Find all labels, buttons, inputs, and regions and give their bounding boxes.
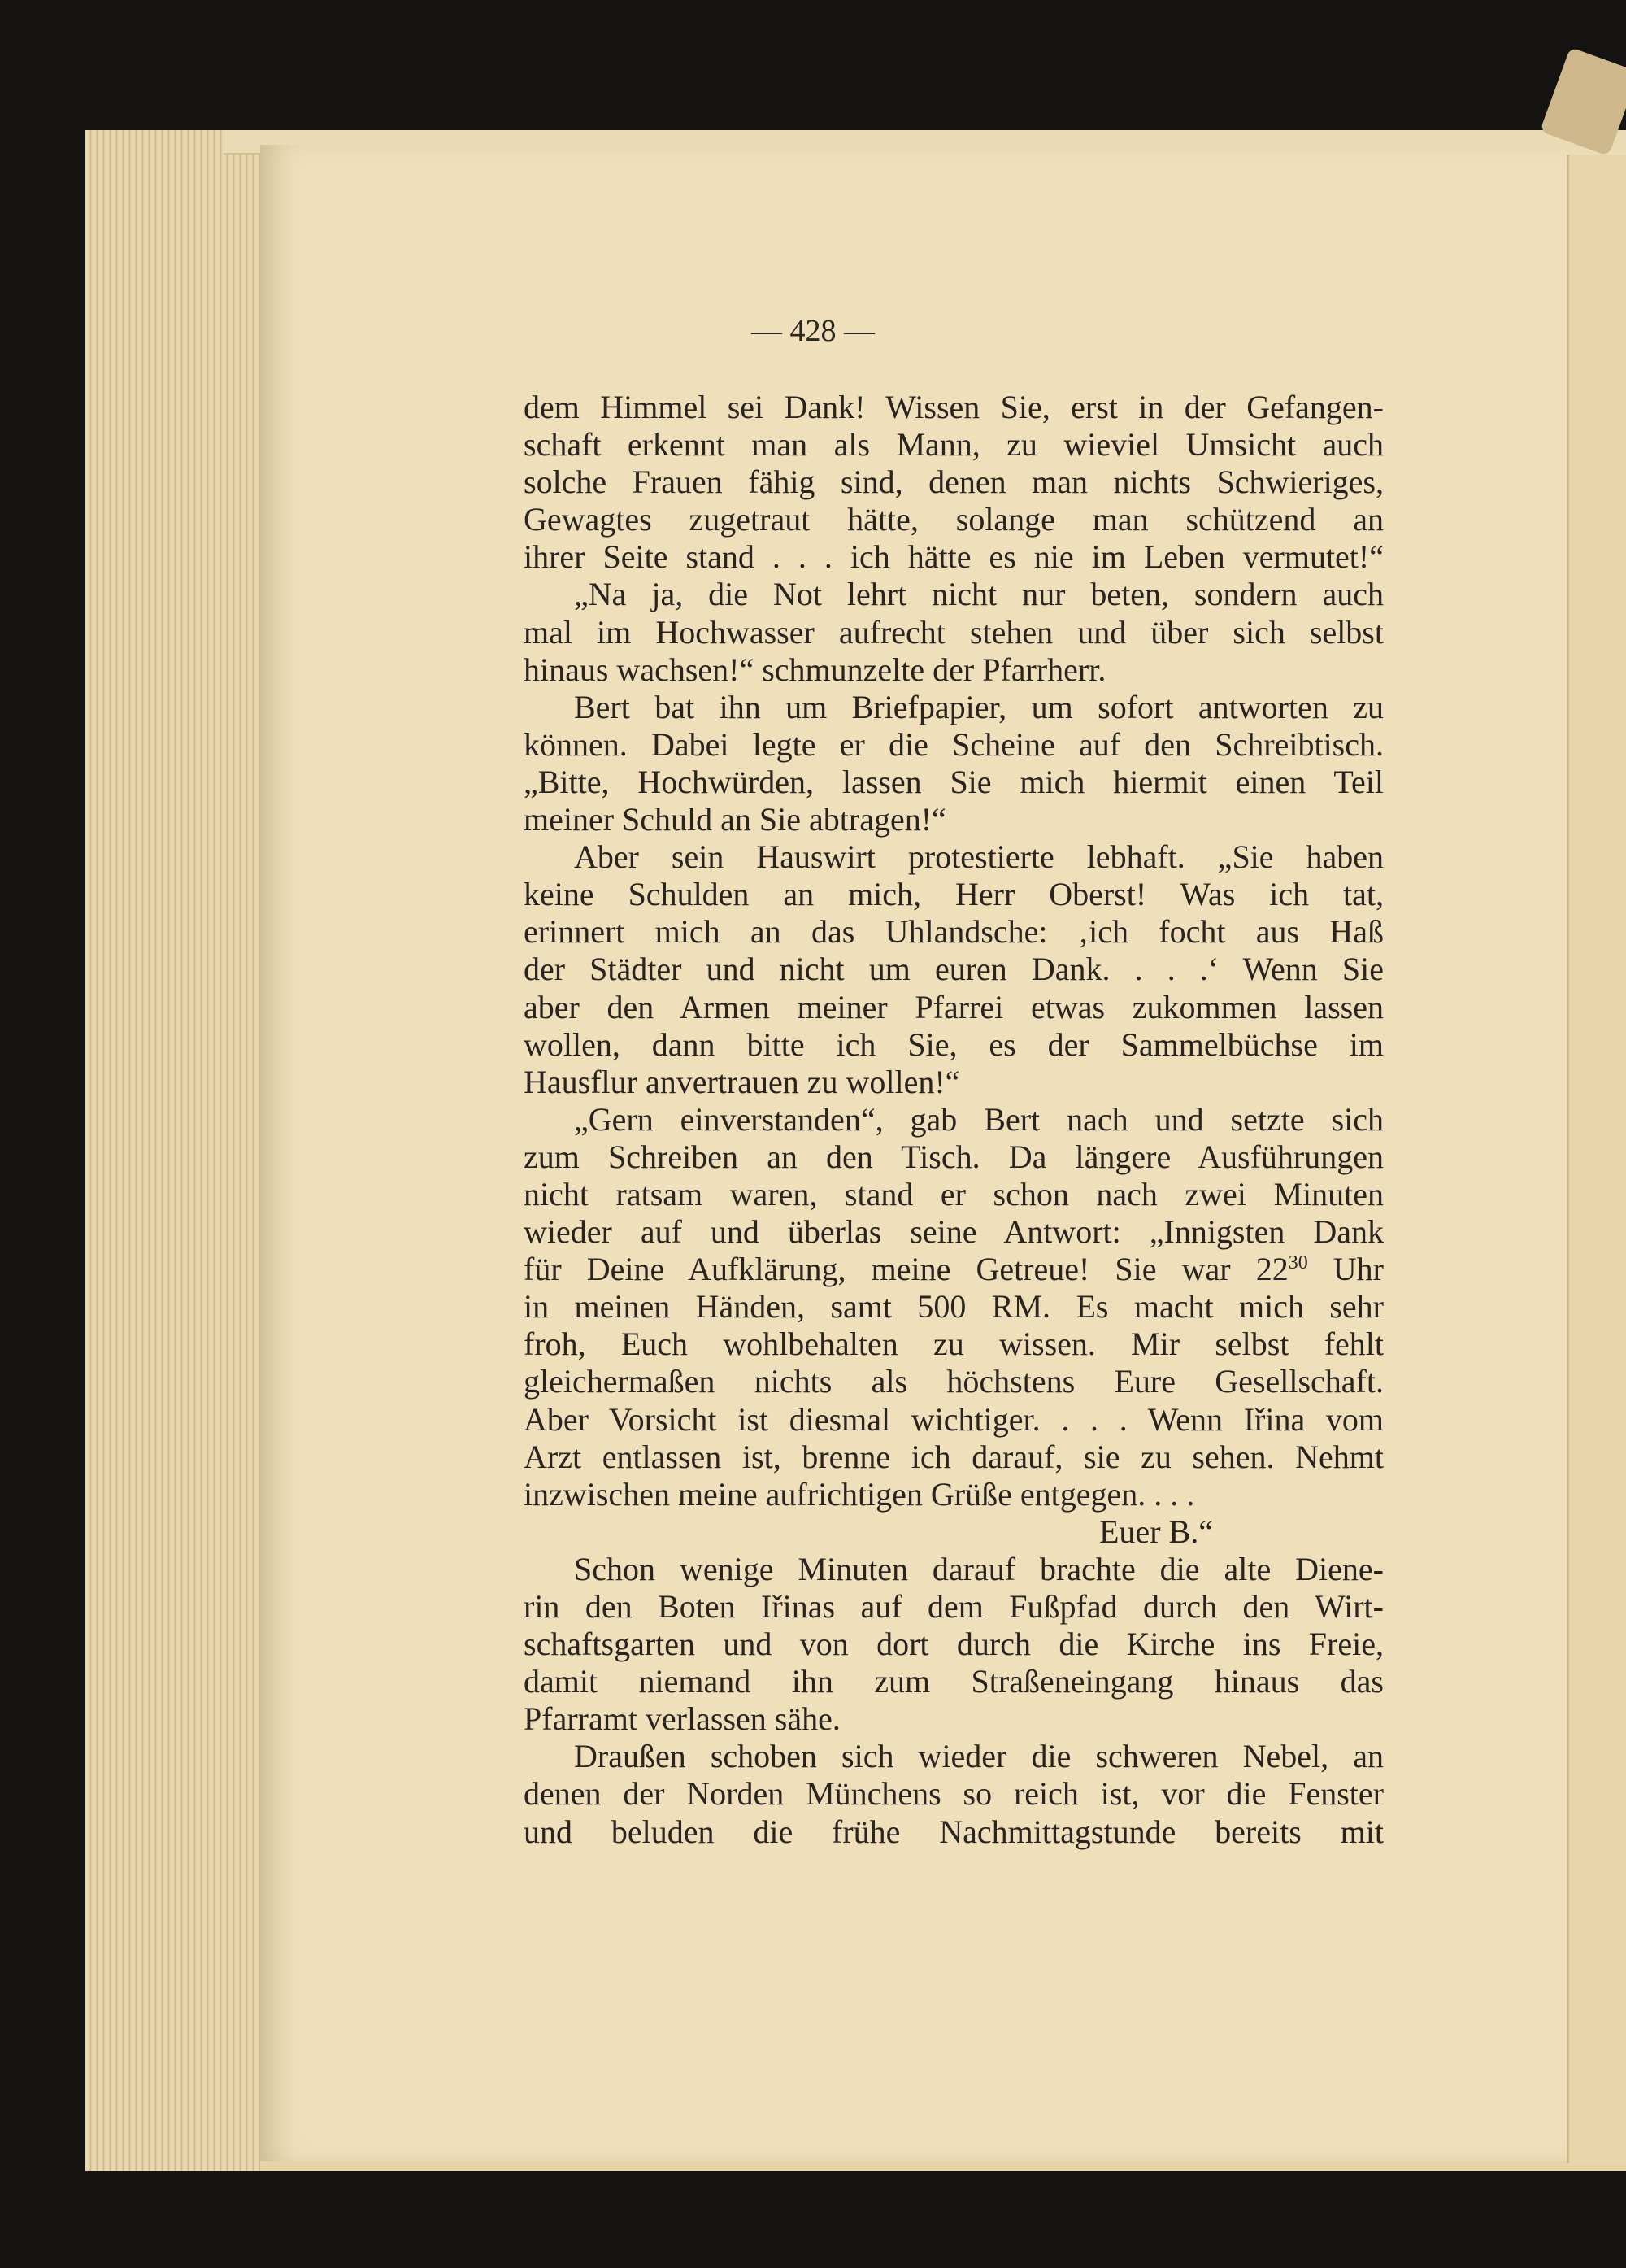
line-text: Schon wenige Minuten darauf brachte die alte Diene- — [574, 1550, 1384, 1587]
text-line — [524, 1551, 1384, 1588]
text-line — [524, 1813, 1384, 1851]
text-line — [524, 1439, 1384, 1476]
line-text: rin den Boten Iřinas auf dem Fußpfad durch den Wirt- — [524, 1588, 1384, 1625]
line-text: zum Schreiben an den Tisch. Da längere Ausführungen — [524, 1138, 1384, 1175]
text-line — [524, 1363, 1384, 1400]
text-line — [524, 951, 1384, 988]
text-line — [524, 1513, 1384, 1551]
line-text: „Bitte, Hochwürden, lassen Sie mich hiermit einen Teil — [524, 763, 1384, 800]
line-text: dem Himmel sei Dank! Wissen Sie, erst in der Gefangen- — [524, 389, 1384, 425]
text-line — [524, 764, 1384, 801]
line-text: ihrer Seite stand . . . ich hätte es nie im Leben vermutet!“ — [524, 538, 1384, 576]
text-line — [524, 614, 1384, 651]
line-text: Gewagtes zugetraut hätte, solange man schützend an — [524, 501, 1384, 538]
line-text: solche Frauen fähig sind, denen man nichts Schwieriges, — [524, 464, 1384, 501]
line-text: können. Dabei legte er die Scheine auf den Schreibtisch. — [524, 725, 1384, 763]
line-text: meiner Schuld an Sie abtragen!“ — [524, 801, 946, 838]
text-line — [524, 1138, 1384, 1176]
text-line — [524, 838, 1384, 876]
text-line — [524, 1476, 1384, 1513]
text-line — [524, 1326, 1384, 1363]
text-line — [524, 1401, 1384, 1439]
line-text: Pfarramt verlassen sähe. — [524, 1700, 841, 1738]
superscript-minutes: 30 — [1288, 1252, 1308, 1274]
text-line — [524, 876, 1384, 913]
text-line — [524, 501, 1384, 538]
line-text: Hausflur anvertrauen zu wollen!“ — [524, 1063, 960, 1100]
page-number: — 428 — — [751, 314, 875, 348]
text-line — [524, 1663, 1384, 1700]
text-line — [524, 1700, 1384, 1738]
text-line — [524, 1738, 1384, 1775]
line-text: schaftsgarten und von dort durch die Kirche ins Freie, — [524, 1626, 1384, 1663]
line-text: aber den Armen meiner Pfarrei etwas zukommen lassen — [524, 988, 1384, 1025]
line-text: wieder auf und überlas seine Antwort: „Innigsten Dank — [524, 1213, 1384, 1251]
line-text: der Städter und nicht um euren Dank. . . .‘ Wenn Sie — [524, 951, 1384, 988]
line-text: in meinen Händen, samt 500 RM. Es macht mich sehr — [524, 1288, 1384, 1326]
line-text: mal im Hochwasser aufrecht stehen und über sich selbst — [524, 613, 1384, 651]
line-text: Aber sein Hauswirt protestierte lebhaft. „Sie haben — [574, 838, 1384, 876]
text-line — [524, 389, 1384, 426]
text-line — [524, 651, 1384, 689]
line-text: damit niemand ihn zum Straßeneingang hinaus das — [524, 1663, 1384, 1700]
text-line — [524, 1626, 1384, 1663]
line-text: Draußen schoben sich wieder die schweren Nebel, an — [574, 1738, 1384, 1775]
text-line — [524, 989, 1384, 1026]
line-text-after: Uhr — [1307, 1251, 1385, 1288]
facing-page-edge — [1567, 155, 1626, 2163]
text-line — [524, 464, 1384, 501]
text-line — [524, 576, 1384, 613]
line-text: denen der Norden Münchens so reich ist, vor die Fenster — [524, 1775, 1384, 1813]
line-text: nicht ratsam waren, stand er schon nach zwei Minuten — [524, 1175, 1384, 1212]
text-line — [524, 689, 1384, 726]
line-text: Euer B.“ — [1099, 1513, 1213, 1550]
line-text: Bert bat ihn um Briefpapier, um sofort antworten zu — [574, 688, 1384, 725]
text-line — [524, 1288, 1384, 1326]
line-text: hinaus wachsen!“ schmunzelte der Pfarrherr. — [524, 651, 1106, 688]
text-line — [524, 726, 1384, 764]
text-line — [524, 1588, 1384, 1626]
line-text: schaft erkennt man als Mann, zu wieviel Umsicht auch — [524, 426, 1384, 464]
line-text: Arzt entlassen ist, brenne ich darauf, sie zu sehen. Nehmt — [524, 1438, 1384, 1475]
text-line — [524, 913, 1384, 951]
line-text: inzwischen meine aufrichtigen Grüße entgegen. . . . — [524, 1475, 1195, 1513]
body-text — [524, 389, 1384, 1851]
line-text: für Deine Aufklärung, meine Getreue! Sie war 22 — [524, 1251, 1289, 1288]
line-text: und beluden die frühe Nachmittagstunde bereits mit — [524, 1813, 1384, 1850]
page-edges-stack — [85, 130, 260, 2171]
text-line — [524, 1775, 1384, 1813]
line-text: Aber Vorsicht ist diesmal wichtiger. . . . Wenn Iřina vom — [524, 1400, 1384, 1438]
text-line — [524, 1101, 1384, 1138]
line-text: „Gern einverstanden“, gab Bert nach und setzte sich — [574, 1100, 1384, 1138]
line-text: froh, Euch wohlbehalten zu wissen. Mir selbst fehlt — [524, 1326, 1384, 1363]
text-line — [524, 801, 1384, 838]
text-line — [524, 1176, 1384, 1213]
line-text: wollen, dann bitte ich Sie, es der Sammelbüchse im — [524, 1025, 1384, 1063]
line-text: erinnert mich an das Uhlandsche: ‚ich focht aus Haß — [524, 913, 1384, 951]
text-line — [524, 1251, 1384, 1288]
line-text: gleichermaßen nichts als höchstens Eure Gesellschaft. — [524, 1363, 1384, 1400]
text-line — [524, 538, 1384, 576]
text-line — [524, 1064, 1384, 1101]
text-line — [524, 426, 1384, 464]
text-line — [524, 1213, 1384, 1251]
text-line — [524, 1026, 1384, 1064]
line-text: keine Schulden an mich, Herr Oberst! Was ich tat, — [524, 876, 1384, 913]
line-text: „Na ja, die Not lehrt nicht nur beten, sondern auch — [574, 576, 1384, 613]
